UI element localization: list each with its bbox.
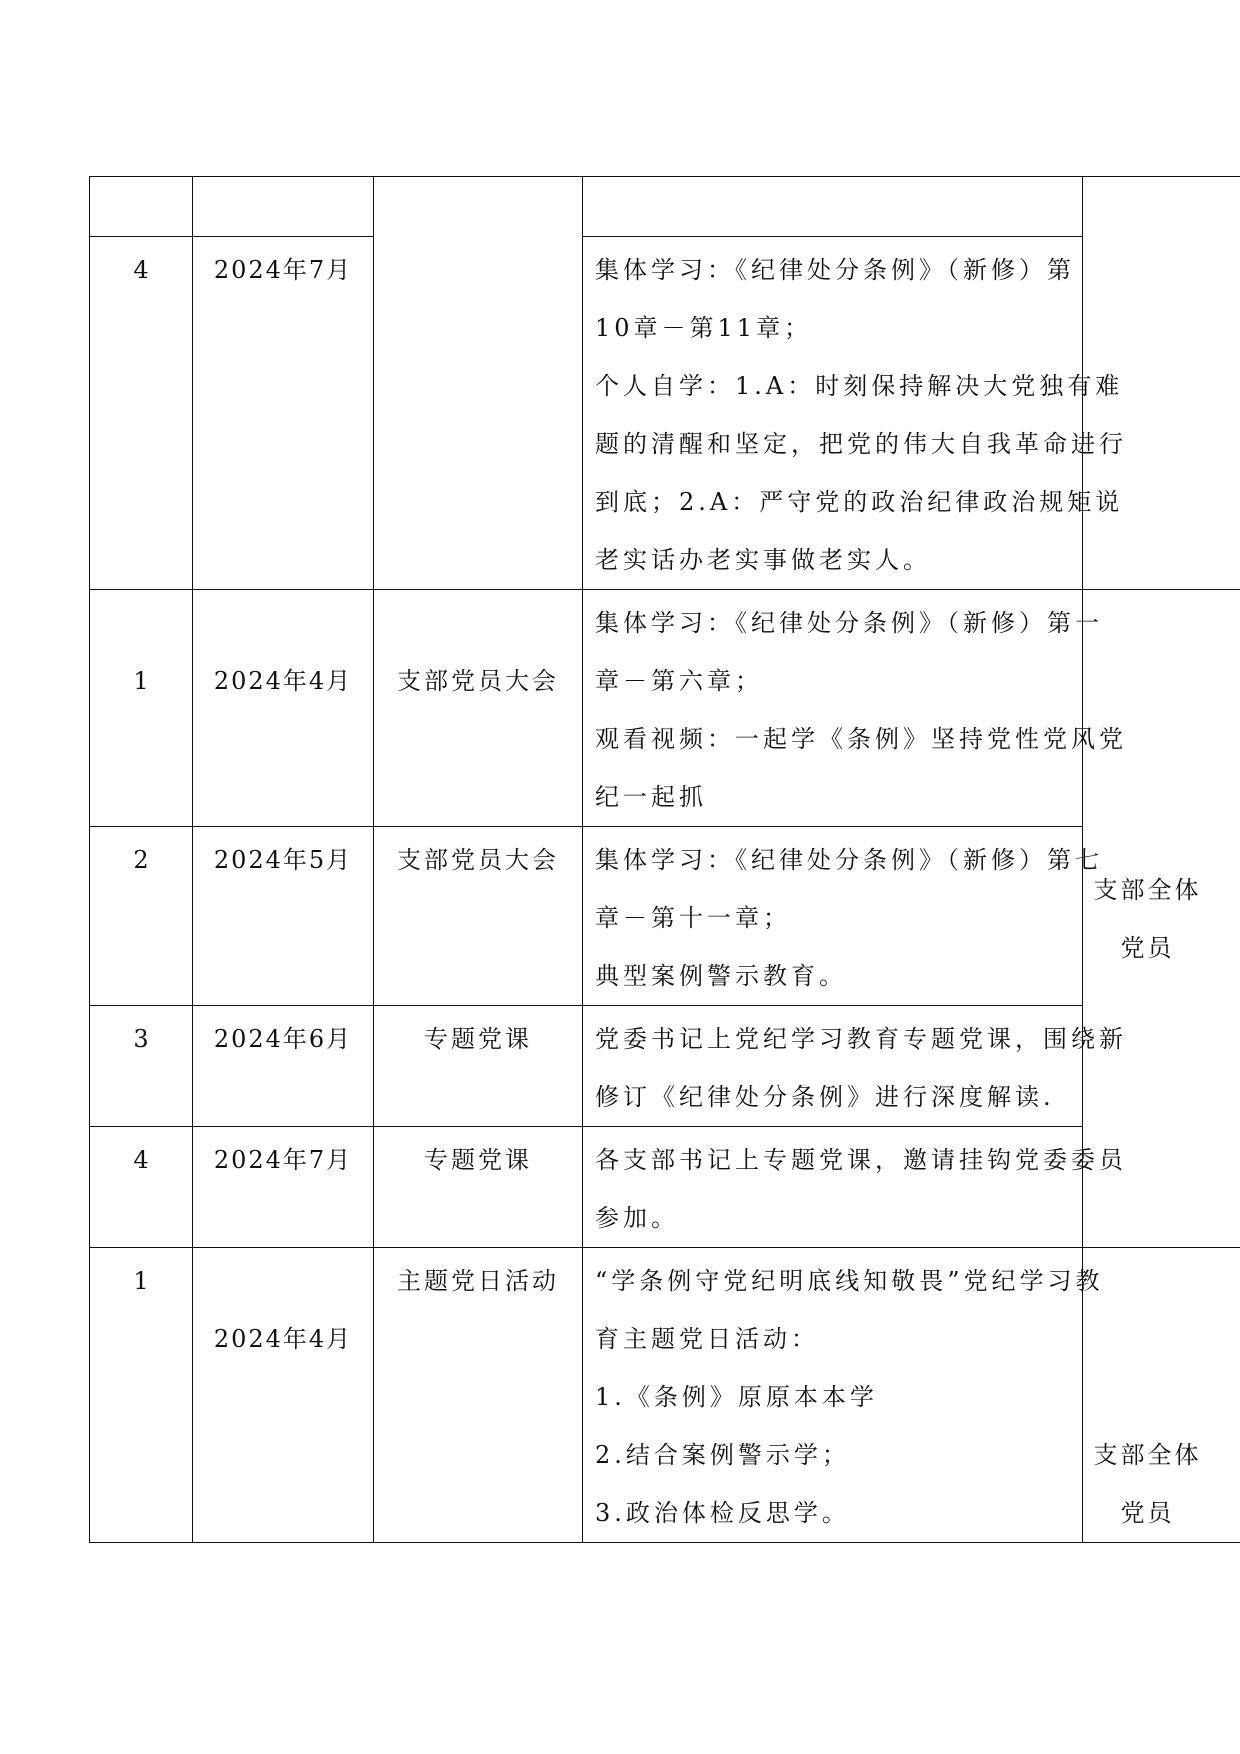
row-date: 2024年6月 — [193, 1006, 374, 1127]
row-number: 2 — [90, 827, 193, 1006]
content-line: 观看视频：一起学《条例》坚持党性党风党 — [595, 725, 1127, 753]
row-number: 4 — [90, 237, 193, 590]
row-date: 2024年4月 — [193, 590, 374, 827]
row-type: 专题党课 — [374, 1006, 583, 1127]
table-row — [90, 177, 1240, 237]
row-date — [193, 177, 374, 237]
content-line: 题的清醒和坚定，把党的伟大自我革命进行 — [595, 430, 1127, 458]
content-line: 3.政治体检反思学。 — [595, 1499, 850, 1527]
participants-line: 支部全体 — [1093, 1441, 1202, 1469]
content-line: 典型案例警示教育。 — [595, 962, 847, 990]
participants-line: 党员 — [1120, 1499, 1175, 1527]
content-line: 老实话办老实事做老实人。 — [595, 546, 931, 574]
content-line: 1.《条例》原原本本学 — [595, 1383, 878, 1411]
content-line: 党委书记上党纪学习教育专题党课，围绕新 — [595, 1025, 1127, 1053]
row-content — [583, 1006, 1127, 1127]
row-type: 支部党员大会 — [374, 590, 583, 827]
table-row — [90, 1006, 1240, 1127]
table-row — [90, 1127, 1240, 1248]
row-number — [90, 177, 193, 237]
content-line: 修订《纪律处分条例》进行深度解读. — [595, 1083, 1055, 1111]
table-row — [90, 590, 1240, 827]
participants-line: 支部全体 — [1093, 875, 1202, 904]
content-line: 2.结合案例警示学； — [595, 1441, 850, 1469]
row-number: 1 — [90, 1248, 193, 1543]
row-number: 1 — [90, 590, 193, 827]
content-line: 到底；2.A：严守党的政治纪律政治规矩说 — [595, 488, 1124, 516]
content-line: 各支部书记上专题党课，邀请挂钩党委委员 — [595, 1146, 1127, 1174]
row-content — [583, 177, 1083, 237]
content-line: 个人自学：1.A：时刻保持解决大党独有难 — [595, 372, 1124, 400]
content-line: 10章－第11章； — [595, 314, 813, 342]
content-line: “学条例守党纪明底线知敬畏”党纪学习教 — [595, 1267, 1104, 1295]
row-type: 专题党课 — [374, 1127, 583, 1248]
row-content — [583, 590, 1127, 827]
row-type: 主题党日活动 — [374, 1248, 583, 1543]
content-line: 章－第六章； — [595, 667, 763, 695]
table-row — [90, 237, 1240, 590]
row-type — [374, 177, 583, 590]
row-date: 2024年5月 — [193, 827, 374, 1006]
content-line: 参加。 — [595, 1204, 679, 1232]
content-line: 集体学习：《纪律处分条例》（新修）第 — [595, 256, 1075, 284]
table-row — [90, 827, 1240, 1006]
row-date: 2024年7月 — [193, 237, 374, 590]
row-content — [583, 1127, 1127, 1248]
table-row — [90, 1248, 1240, 1543]
row-number: 3 — [90, 1006, 193, 1127]
content-line: 集体学习：《纪律处分条例》（新修）第一 — [595, 609, 1103, 637]
row-content — [583, 237, 1127, 590]
row-date: 2024年7月 — [193, 1127, 374, 1248]
content-line: 纪一起抓 — [595, 783, 707, 811]
row-number: 4 — [90, 1127, 193, 1248]
participants-cell — [1083, 1248, 1240, 1543]
row-date: 2024年4月 — [193, 1248, 374, 1543]
row-type: 支部党员大会 — [374, 827, 583, 1006]
schedule-table — [89, 176, 1240, 1543]
content-line: 章－第十一章； — [595, 904, 791, 932]
content-line: 育主题党日活动： — [595, 1325, 819, 1353]
participants-line: 党员 — [1120, 933, 1175, 962]
row-content — [583, 1248, 1104, 1543]
row-content — [583, 827, 1103, 1006]
content-line: 集体学习：《纪律处分条例》（新修）第七 — [595, 846, 1103, 874]
